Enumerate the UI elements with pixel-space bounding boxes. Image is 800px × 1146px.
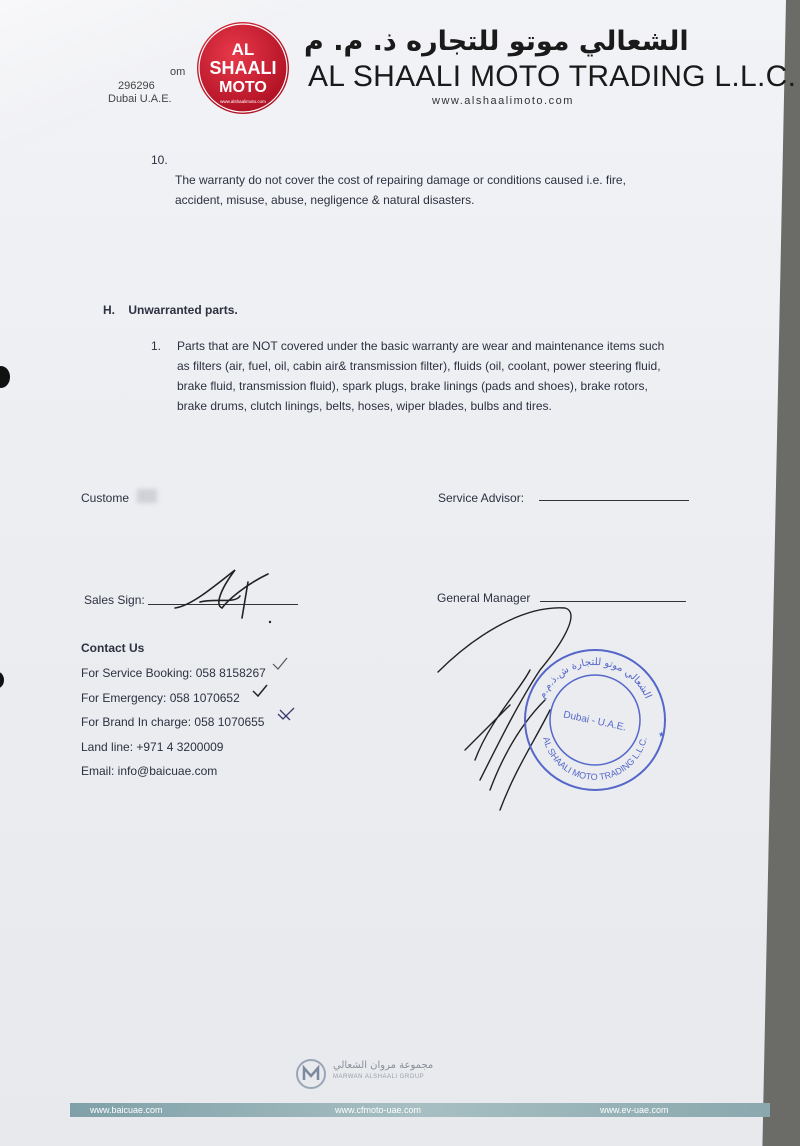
footer-link-cfmoto[interactable]: www.cfmoto-uae.com bbox=[335, 1105, 422, 1115]
list-item-line: as filters (air, fuel, oil, cabin air& transmission filter), fluids (oil, coolant, power steering fluid, bbox=[177, 359, 661, 373]
company-website: www.alshaalimoto.com bbox=[432, 95, 574, 107]
company-name-english: AL SHAALI MOTO TRADING L.L.C. bbox=[308, 60, 797, 93]
tick-mark-icon bbox=[250, 683, 270, 699]
sales-sign-label: Sales Sign: bbox=[84, 593, 145, 607]
clause-text-line: The warranty do not cover the cost of repairing damage or conditions caused i.e. fire, bbox=[175, 173, 626, 187]
logo-text-bottom: MOTO bbox=[219, 79, 267, 96]
logo-text-top: AL bbox=[231, 40, 255, 59]
group-name-arabic: مجموعة مروان الشعالي bbox=[333, 1060, 434, 1071]
contact-brand-in-charge: For Brand In charge: 058 1070655 bbox=[81, 715, 265, 729]
clause-number: 10. bbox=[151, 153, 168, 167]
footer-link-ev[interactable]: www.ev-uae.com bbox=[600, 1105, 669, 1115]
group-logo-icon bbox=[295, 1058, 327, 1090]
company-stamp bbox=[520, 645, 670, 795]
company-logo bbox=[197, 22, 289, 114]
sales-signature bbox=[160, 560, 280, 630]
cross-tick-icon bbox=[276, 706, 298, 722]
group-name-english: MARWAN ALSHAALI GROUP bbox=[333, 1074, 425, 1080]
address-line: Dubai U.A.E. bbox=[108, 93, 172, 105]
list-item-line: brake fluid, transmission fluid), spark plugs, brake linings (pads and shoes), brake rotors, bbox=[177, 379, 648, 393]
stamp-ring-arabic: الشعالي موتو للتجارة ش.ذ.م.م bbox=[536, 656, 654, 701]
service-advisor-signature-line bbox=[539, 500, 689, 501]
contact-emergency: For Emergency: 058 1070652 bbox=[81, 691, 240, 705]
stamp-star-icon: ★ bbox=[658, 730, 666, 739]
contact-heading: Contact Us bbox=[81, 641, 145, 655]
footer-link-baic[interactable]: www.baicuae.com bbox=[90, 1105, 163, 1115]
contact-land-line: Land line: +971 4 3200009 bbox=[81, 740, 224, 754]
general-manager-label: General Manager bbox=[437, 591, 531, 605]
list-item-number: 1. bbox=[151, 339, 162, 353]
tick-mark-icon bbox=[270, 656, 290, 672]
stamp-ring-english: AL SHAALI MOTO TRADING L.L.C. bbox=[541, 735, 649, 783]
stamp-center-text: Dubai - U.A.E. bbox=[562, 709, 628, 734]
logo-small-url: www.alshaalimoto.com bbox=[220, 99, 266, 104]
section-heading: H. Unwarranted parts. bbox=[103, 303, 238, 317]
redaction-blur bbox=[137, 489, 157, 503]
address-line: 296296 bbox=[118, 80, 155, 92]
customer-label: Custome bbox=[81, 491, 130, 505]
address-line: om bbox=[170, 66, 186, 78]
service-advisor-label: Service Advisor: bbox=[438, 491, 525, 505]
list-item-line: Parts that are NOT covered under the basic warranty are wear and maintenance items such bbox=[177, 339, 665, 353]
logo-graphic bbox=[197, 22, 289, 114]
clause-text-line: accident, misuse, abuse, negligence & natural disasters. bbox=[175, 193, 475, 207]
company-name-arabic: الشعالي موتو للتجاره ذ. م. م bbox=[304, 26, 689, 57]
logo-text-mid: SHAALI bbox=[209, 58, 277, 78]
contact-email: Email: info@baicuae.com bbox=[81, 764, 218, 778]
list-item-line: brake drums, clutch linings, belts, hoses, wiper blades, bulbs and tires. bbox=[177, 399, 552, 413]
contact-service-booking: For Service Booking: 058 8158267 bbox=[81, 666, 266, 680]
